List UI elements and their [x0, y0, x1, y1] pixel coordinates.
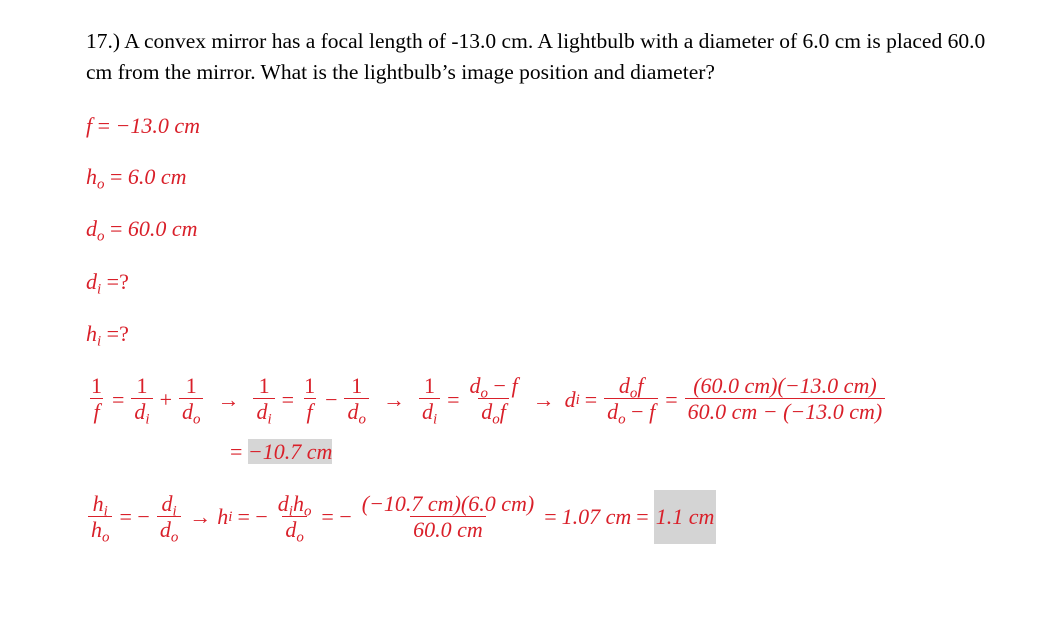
magnification-equation-line: $\frac{h_i}{h_o}$ = − $\frac{d_i}{d_o}$ → h i = − $\frac{d_ih_o}{d_o}$ = − $\frac{(-10.7 cm)(6.0 cm)}{60.0 cm}$ = 1.07 cm = 1.1 cm — [86, 490, 716, 544]
given-focal-length: f = −13.0 cm — [86, 113, 201, 138]
unknown-image-height: $h_i$ =? — [86, 321, 129, 350]
unknown-image-distance: $d_i$ =? — [86, 269, 129, 298]
given-object-distance: $d_o = 60.0$ cm — [86, 216, 198, 245]
given-object-height: $h_o = 6.0$ cm — [86, 164, 187, 193]
image-distance-result: = −10.7 cm — [230, 439, 333, 464]
mirror-equation-line: $\frac{1}{f}$ = $\frac{1}{d_i}$ + $\frac{1}{d_o}$ → $\frac{1}{d_i}$ = $\frac{1}{f}$ − $\frac{1}{d_o}$ → $\frac{1}{d_i}$ = $\frac{d_o - f}{d_of}$ → d i = $\frac{d_of}{d_o - f}$ = $\frac{(60.0 cm)(-13.0 cm)}{60.0 cm - (-13.0 cm)}$ — [86, 374, 887, 425]
problem-statement: 17.) A convex mirror has a focal length of -13.0 cm. A lightbulb with a diameter of 6.0 cm is placed 60.0 cm from the mirror. What is the lightbulb’s image position and diameter? — [86, 29, 986, 84]
image-height-result: 1.1 cm — [654, 490, 717, 544]
